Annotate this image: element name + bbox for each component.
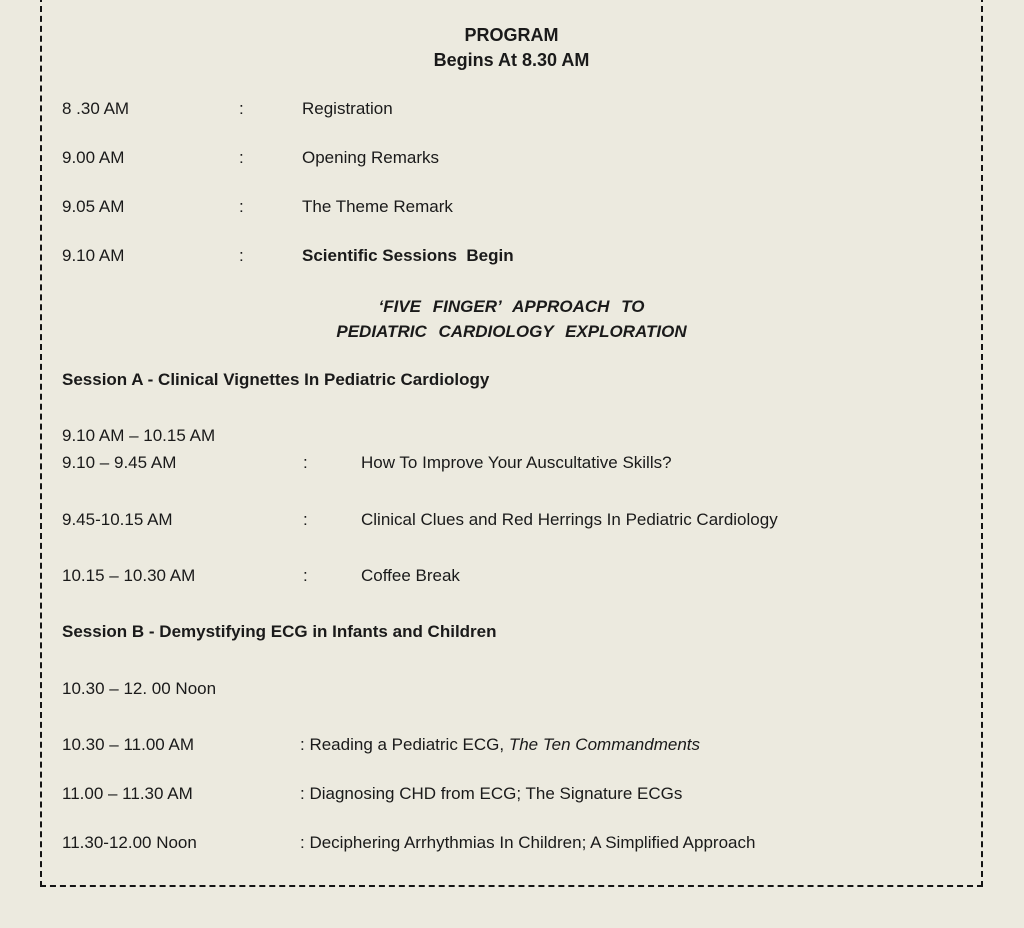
schedule-row-diagnosing-chd xyxy=(0,783,1024,805)
page-subtitle: Begins At 8.30 AM xyxy=(433,50,590,70)
schedule-row-coffee-break xyxy=(0,565,1024,587)
row-description: Coffee Break xyxy=(361,566,460,585)
schedule-row-scientific-sessions xyxy=(0,245,1024,267)
row-description: Opening Remarks xyxy=(302,148,440,167)
row-description-text: : Deciphering Arrhythmias In Children; A Simplified Approach xyxy=(300,833,756,852)
session-b-heading: Session B - Demystifying ECG in Infants and Children xyxy=(62,622,497,641)
row-time: 9.45-10.15 AM xyxy=(62,510,173,529)
row-time: 11.00 – 11.30 AM xyxy=(62,784,193,803)
page-title: PROGRAM xyxy=(464,25,559,45)
schedule-row-auscultative-skills xyxy=(0,452,1024,474)
row-time: 10.15 – 10.30 AM xyxy=(62,566,196,585)
schedule-row-reading-pediatric-ecg xyxy=(0,734,1024,756)
row-time: 11.30-12.00 Noon xyxy=(62,833,197,852)
session-a-timespan: 9.10 AM – 10.15 AM xyxy=(62,426,216,445)
row-description xyxy=(300,832,755,853)
row-description xyxy=(300,783,682,804)
document-title-block xyxy=(40,23,983,73)
row-time: 9.10 AM xyxy=(62,246,125,265)
row-description: Registration xyxy=(302,99,393,118)
row-colon: : xyxy=(303,510,308,529)
row-description: The Theme Remark xyxy=(302,197,453,216)
row-colon: : xyxy=(239,99,244,118)
row-time: 9.05 AM xyxy=(62,197,125,216)
row-description-italic: The Ten Commandments xyxy=(508,735,701,754)
row-colon: : xyxy=(239,197,244,216)
theme-heading-line1: ‘FIVE FINGER’ APPROACH TO xyxy=(378,297,645,316)
schedule-row-theme-remark xyxy=(0,196,1024,218)
row-description xyxy=(300,734,700,755)
session-a-heading: Session A - Clinical Vignettes In Pediatric Cardiology xyxy=(62,370,490,389)
row-time: 9.10 – 9.45 AM xyxy=(62,453,177,472)
row-time: 9.00 AM xyxy=(62,148,125,167)
row-time: 8 .30 AM xyxy=(62,99,130,118)
schedule-row-clinical-clues xyxy=(0,509,1024,531)
row-colon: : xyxy=(303,566,308,585)
row-description: Scientific Sessions Begin xyxy=(302,246,514,265)
row-description: Clinical Clues and Red Herrings In Pediatric Cardiology xyxy=(361,510,778,529)
theme-heading xyxy=(40,294,983,344)
row-description-text: : Reading a Pediatric ECG, xyxy=(300,735,509,754)
row-time: 10.30 – 11.00 AM xyxy=(62,735,195,754)
schedule-row-registration xyxy=(0,98,1024,120)
row-colon: : xyxy=(239,246,244,265)
theme-heading-line2: PEDIATRIC CARDIOLOGY EXPLORATION xyxy=(336,322,687,341)
row-colon: : xyxy=(303,453,308,472)
session-b-timespan: 10.30 – 12. 00 Noon xyxy=(62,679,217,698)
row-description-text: : Diagnosing CHD from ECG; The Signature ECGs xyxy=(300,784,683,803)
row-colon: : xyxy=(239,148,244,167)
schedule-row-opening-remarks xyxy=(0,147,1024,169)
schedule-row-deciphering-arrhythmias xyxy=(0,832,1024,854)
row-description: How To Improve Your Auscultative Skills? xyxy=(361,453,672,472)
